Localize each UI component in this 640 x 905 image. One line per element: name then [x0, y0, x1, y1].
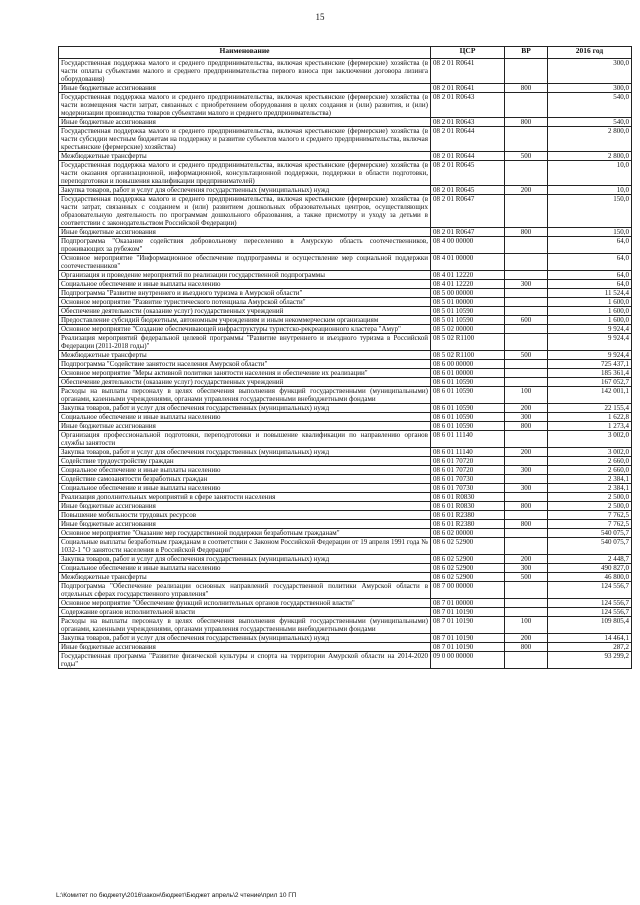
cell-sum: 150,0	[548, 195, 632, 228]
cell-vr	[505, 493, 548, 502]
cell-sum: 46 800,0	[548, 573, 632, 582]
cell-name: Расходы на выплаты персоналу в целях обеспечения выполнения функций государственными (муниципальными) органами, казенными учреждениями, органами управления государственными внебюджетными фондами	[59, 617, 431, 634]
table-row	[59, 643, 632, 652]
cell-csr: 08 2 01 R0645	[431, 161, 505, 186]
table-row	[59, 634, 632, 643]
cell-vr	[505, 195, 548, 228]
cell-sum: 109 805,4	[548, 617, 632, 634]
cell-name: Межбюджетные трансферты	[59, 351, 431, 360]
cell-csr: 08 5 00 00000	[431, 289, 505, 298]
table-row	[59, 652, 632, 669]
cell-sum: 142 001,1	[548, 387, 632, 404]
cell-name: Иные бюджетные ассигнования	[59, 422, 431, 431]
cell-sum: 2 384,1	[548, 484, 632, 493]
table-row	[59, 84, 632, 93]
cell-sum: 287,2	[548, 643, 632, 652]
cell-sum: 124 556,7	[548, 608, 632, 617]
cell-vr	[505, 475, 548, 484]
cell-sum: 124 556,7	[548, 582, 632, 599]
cell-csr: 08 4 01 12220	[431, 271, 505, 280]
table-row	[59, 369, 632, 378]
cell-vr	[505, 431, 548, 448]
cell-csr: 08 5 01 00000	[431, 298, 505, 307]
cell-vr	[505, 582, 548, 599]
file-path-footer: L:\Комитет по бюджету\2016\закон\бюджет\Бюджет апрель\2 чтение\прил 10 ГП	[56, 892, 297, 899]
cell-sum: 2 500,0	[548, 502, 632, 511]
cell-name: Иные бюджетные ассигнования	[59, 228, 431, 237]
budget-table	[58, 46, 632, 669]
cell-vr: 300	[505, 413, 548, 422]
cell-sum: 725 437,1	[548, 360, 632, 369]
cell-sum: 14 464,1	[548, 634, 632, 643]
cell-vr: 500	[505, 152, 548, 161]
table-row	[59, 448, 632, 457]
cell-csr: 08 6 01 R2380	[431, 511, 505, 520]
cell-name: Государственная поддержка малого и среднего предпринимательства, включая крестьянские (фермерские) хозяйства (в части возмещения части затрат, связанных с приобретением оборудования в целях создания и (или) развития, и (или) модернизации производства товаров субъектами малого и среднего предпринимательства)	[59, 93, 431, 118]
cell-sum: 2 800,0	[548, 152, 632, 161]
cell-sum: 124 556,7	[548, 599, 632, 608]
cell-name: Основное мероприятие "Оказание мер государственной поддержки безработным гражданам"	[59, 529, 431, 538]
cell-csr: 08 2 01 R0645	[431, 186, 505, 195]
table-row	[59, 228, 632, 237]
cell-name: Межбюджетные трансферты	[59, 152, 431, 161]
cell-csr: 08 6 02 00000	[431, 529, 505, 538]
table-row	[59, 493, 632, 502]
table-row	[59, 484, 632, 493]
cell-csr: 08 5 02 R1100	[431, 334, 505, 351]
table-row	[59, 422, 632, 431]
cell-name: Иные бюджетные ассигнования	[59, 84, 431, 93]
cell-name: Иные бюджетные ассигнования	[59, 643, 431, 652]
cell-sum: 7 762,5	[548, 520, 632, 529]
cell-name: Социальное обеспечение и иные выплаты населению	[59, 466, 431, 475]
table-header-row	[59, 47, 632, 59]
cell-vr: 800	[505, 84, 548, 93]
cell-name: Основное мероприятие "Обеспечение функций исполнительных органов государственной власти"	[59, 599, 431, 608]
cell-sum: 490 827,0	[548, 564, 632, 573]
table-row	[59, 118, 632, 127]
cell-vr	[505, 457, 548, 466]
cell-name: Закупка товаров, работ и услуг для обеспечения государственных (муниципальных) нужд	[59, 186, 431, 195]
table-row	[59, 161, 632, 186]
cell-csr: 08 2 01 R0644	[431, 127, 505, 152]
cell-sum: 1 600,0	[548, 298, 632, 307]
cell-vr	[505, 289, 548, 298]
table-row	[59, 431, 632, 448]
cell-csr: 08 2 01 R0647	[431, 195, 505, 228]
cell-sum: 2 660,0	[548, 466, 632, 475]
cell-vr: 200	[505, 555, 548, 564]
table-row	[59, 538, 632, 555]
cell-name: Иные бюджетные ассигнования	[59, 502, 431, 511]
cell-vr: 800	[505, 643, 548, 652]
cell-vr	[505, 59, 548, 84]
cell-vr: 500	[505, 351, 548, 360]
cell-vr	[505, 652, 548, 669]
cell-name: Иные бюджетные ассигнования	[59, 118, 431, 127]
cell-vr: 100	[505, 387, 548, 404]
cell-sum: 540 075,7	[548, 529, 632, 538]
cell-sum: 1 600,0	[548, 316, 632, 325]
cell-sum: 93 299,2	[548, 652, 632, 669]
cell-vr	[505, 307, 548, 316]
table-row	[59, 351, 632, 360]
cell-vr	[505, 334, 548, 351]
cell-name: Социальные выплаты безработным гражданам в соответствии с Законом Российской Федерации от 19 апреля 1991 года № 1032-1 "О занятости населения в Российской Федерации"	[59, 538, 431, 555]
cell-vr	[505, 325, 548, 334]
table-row	[59, 564, 632, 573]
table-row	[59, 608, 632, 617]
table-row	[59, 186, 632, 195]
cell-sum: 64,0	[548, 237, 632, 254]
table-row	[59, 237, 632, 254]
cell-vr: 200	[505, 634, 548, 643]
cell-csr: 08 5 02 R1100	[431, 351, 505, 360]
cell-vr	[505, 538, 548, 555]
cell-sum: 11 524,4	[548, 289, 632, 298]
cell-sum: 1 622,8	[548, 413, 632, 422]
cell-name: Социальное обеспечение и иные выплаты населению	[59, 280, 431, 289]
header-vr: ВР	[505, 47, 548, 59]
cell-csr: 08 6 00 00000	[431, 360, 505, 369]
cell-vr: 200	[505, 186, 548, 195]
cell-csr: 08 2 01 R0643	[431, 93, 505, 118]
table-row	[59, 152, 632, 161]
cell-vr: 300	[505, 466, 548, 475]
cell-name: Государственная поддержка малого и среднего предпринимательства, включая крестьянские (фермерские) хозяйства (в части субсидии местным бюджетам на поддержку и развитие субъектов малого и среднего предпринимательства, включая крестьянские (фермерские) хозяйства)	[59, 127, 431, 152]
cell-vr	[505, 599, 548, 608]
cell-vr: 300	[505, 484, 548, 493]
table-row	[59, 316, 632, 325]
cell-csr: 08 7 01 00000	[431, 599, 505, 608]
cell-vr	[505, 237, 548, 254]
cell-csr: 08 4 01 00000	[431, 254, 505, 271]
cell-sum: 300,0	[548, 84, 632, 93]
cell-sum: 540,0	[548, 118, 632, 127]
cell-name: Подпрограмма "Оказание содействия добровольному переселению в Амурскую область соотечественников, проживающих за рубежом"	[59, 237, 431, 254]
cell-csr: 08 6 01 00000	[431, 369, 505, 378]
cell-vr	[505, 271, 548, 280]
cell-sum: 1 600,0	[548, 307, 632, 316]
cell-sum: 1 273,4	[548, 422, 632, 431]
header-name: Наименование	[59, 47, 431, 59]
table-row	[59, 360, 632, 369]
table-row	[59, 254, 632, 271]
table-row	[59, 307, 632, 316]
cell-csr: 08 6 01 70730	[431, 484, 505, 493]
cell-csr: 08 6 02 52900	[431, 564, 505, 573]
table-row	[59, 457, 632, 466]
table-row	[59, 475, 632, 484]
cell-name: Обеспечение деятельности (оказание услуг) государственных учреждений	[59, 378, 431, 387]
cell-name: Организация профессиональной подготовки, переподготовки и повышение квалификации по направлению органов службы занятости	[59, 431, 431, 448]
table-row	[59, 59, 632, 84]
table-row	[59, 404, 632, 413]
cell-name: Подпрограмма "Развитие внутреннего и въездного туризма в Амурской области"	[59, 289, 431, 298]
cell-csr: 08 6 01 10590	[431, 422, 505, 431]
cell-sum: 2 800,0	[548, 127, 632, 152]
cell-vr: 800	[505, 118, 548, 127]
cell-sum: 64,0	[548, 254, 632, 271]
cell-vr: 200	[505, 448, 548, 457]
cell-csr: 08 7 00 00000	[431, 582, 505, 599]
cell-name: Социальное обеспечение и иные выплаты населению	[59, 564, 431, 573]
cell-sum: 2 384,1	[548, 475, 632, 484]
cell-csr: 08 7 01 10190	[431, 608, 505, 617]
cell-csr: 08 5 02 00000	[431, 325, 505, 334]
cell-name: Повышение мобильности трудовых ресурсов	[59, 511, 431, 520]
cell-csr: 08 7 01 10190	[431, 643, 505, 652]
cell-name: Содействие трудоустройству граждан	[59, 457, 431, 466]
cell-sum: 9 924,4	[548, 334, 632, 351]
cell-vr	[505, 378, 548, 387]
cell-name: Государственная поддержка малого и среднего предпринимательства, включая крестьянские (фермерские) хозяйства (в части оплаты субъектами малого и среднего предпринимательства первого взноса при заключении договора лизинга оборудования)	[59, 59, 431, 84]
cell-sum: 7 762,5	[548, 511, 632, 520]
table-row	[59, 599, 632, 608]
cell-name: Социальное обеспечение и иные выплаты населению	[59, 413, 431, 422]
cell-vr	[505, 369, 548, 378]
cell-sum: 2 660,0	[548, 457, 632, 466]
cell-vr: 500	[505, 573, 548, 582]
cell-name: Закупка товаров, работ и услуг для обеспечения государственных (муниципальных) нужд	[59, 555, 431, 564]
cell-csr: 08 7 01 10190	[431, 617, 505, 634]
cell-csr: 08 4 01 12220	[431, 280, 505, 289]
cell-name: Расходы на выплаты персоналу в целях обеспечения выполнения функций государственными (муниципальными) органами, казенными учреждениями, органами управления государственными внебюджетными фондами	[59, 387, 431, 404]
cell-name: Основное мероприятие "Информационное обеспечение подпрограммы и осуществление мер социальной поддержки соотечественников"	[59, 254, 431, 271]
cell-sum: 185 361,4	[548, 369, 632, 378]
cell-sum: 9 924,4	[548, 325, 632, 334]
cell-vr: 800	[505, 228, 548, 237]
cell-sum: 64,0	[548, 271, 632, 280]
table-row	[59, 413, 632, 422]
cell-sum: 2 500,0	[548, 493, 632, 502]
cell-vr	[505, 93, 548, 118]
table-row	[59, 195, 632, 228]
page-number: 15	[315, 12, 325, 22]
table-row	[59, 502, 632, 511]
cell-csr: 08 2 01 R0641	[431, 59, 505, 84]
cell-name: Подпрограмма "Обеспечение реализации основных направлений государственной политики Амурской области в отдельных сферах государственного управления"	[59, 582, 431, 599]
cell-name: Закупка товаров, работ и услуг для обеспечения государственных (муниципальных) нужд	[59, 448, 431, 457]
cell-name: Основное мероприятие "Создание обеспечивающей инфраструктуры туристско-рекреационного кластера "Амур"	[59, 325, 431, 334]
cell-name: Межбюджетные трансферты	[59, 573, 431, 582]
table-row	[59, 334, 632, 351]
table-row	[59, 555, 632, 564]
cell-csr: 08 6 01 70720	[431, 466, 505, 475]
cell-sum: 2 448,7	[548, 555, 632, 564]
cell-vr	[505, 529, 548, 538]
cell-vr: 100	[505, 617, 548, 634]
table-row	[59, 289, 632, 298]
cell-name: Реализация дополнительных мероприятий в сфере занятости населения	[59, 493, 431, 502]
table-row	[59, 573, 632, 582]
cell-csr: 08 2 01 R0641	[431, 84, 505, 93]
cell-csr: 08 6 01 10590	[431, 378, 505, 387]
cell-sum: 3 002,0	[548, 431, 632, 448]
cell-sum: 64,0	[548, 280, 632, 289]
cell-sum: 9 924,4	[548, 351, 632, 360]
table-row	[59, 466, 632, 475]
cell-vr	[505, 161, 548, 186]
cell-sum: 22 155,4	[548, 404, 632, 413]
cell-csr: 08 6 01 10590	[431, 404, 505, 413]
table-row	[59, 617, 632, 634]
cell-vr: 800	[505, 422, 548, 431]
table-body	[59, 59, 632, 669]
cell-name: Государственная программа "Развитие физической культуры и спорта на территории Амурской области на 2014-2020 годы"	[59, 652, 431, 669]
table-row	[59, 387, 632, 404]
cell-vr	[505, 360, 548, 369]
cell-sum: 10,0	[548, 161, 632, 186]
cell-name: Государственная поддержка малого и среднего предпринимательства, включая крестьянские (фермерские) хозяйства (в части затрат, связанных с созданием и (или) развитием дошкольных образовательных центров, осуществляющих образовательную деятельность по программам дошкольного образования, а также присмотру и уходу за детьми в соответствии с законодательством Российской Федерации)	[59, 195, 431, 228]
cell-name: Иные бюджетные ассигнования	[59, 520, 431, 529]
cell-csr: 08 6 02 52900	[431, 573, 505, 582]
cell-name: Закупка товаров, работ и услуг для обеспечения государственных (муниципальных) нужд	[59, 404, 431, 413]
cell-csr: 08 6 02 52900	[431, 538, 505, 555]
cell-csr: 08 5 01 10590	[431, 316, 505, 325]
cell-name: Основное мероприятие "Меры активной политики занятости населения и обеспечение их реализации"	[59, 369, 431, 378]
cell-vr	[505, 511, 548, 520]
cell-name: Социальное обеспечение и иные выплаты населению	[59, 484, 431, 493]
table-row	[59, 529, 632, 538]
cell-vr: 800	[505, 520, 548, 529]
header-csr: ЦСР	[431, 47, 505, 59]
table-row	[59, 93, 632, 118]
cell-csr: 08 6 01 11140	[431, 431, 505, 448]
cell-name: Реализация мероприятий федеральной целевой программы "Развитие внутреннего и въездного туризма в Российской Федерации (2011-2018 годы)"	[59, 334, 431, 351]
cell-csr: 08 6 01 R0830	[431, 493, 505, 502]
cell-sum: 3 002,0	[548, 448, 632, 457]
cell-csr: 08 2 01 R0647	[431, 228, 505, 237]
cell-vr: 800	[505, 502, 548, 511]
cell-name: Предоставление субсидий бюджетным, автономным учреждениям и иным некоммерческим организациям	[59, 316, 431, 325]
cell-sum: 150,0	[548, 228, 632, 237]
cell-csr: 08 6 01 R2380	[431, 520, 505, 529]
cell-vr	[505, 608, 548, 617]
cell-sum: 300,0	[548, 59, 632, 84]
cell-vr	[505, 298, 548, 307]
table-row	[59, 511, 632, 520]
cell-csr: 08 6 01 10590	[431, 413, 505, 422]
cell-vr	[505, 254, 548, 271]
cell-name: Содержание органов исполнительной власти	[59, 608, 431, 617]
cell-csr: 08 4 00 00000	[431, 237, 505, 254]
cell-csr: 09 0 00 00000	[431, 652, 505, 669]
cell-csr: 08 2 01 R0644	[431, 152, 505, 161]
cell-vr: 300	[505, 564, 548, 573]
cell-name: Основное мероприятие "Развитие туристического потенциала Амурской области"	[59, 298, 431, 307]
table-row	[59, 298, 632, 307]
cell-csr: 08 6 02 52900	[431, 555, 505, 564]
cell-name: Подпрограмма "Содействие занятости населения Амурской области"	[59, 360, 431, 369]
cell-name: Закупка товаров, работ и услуг для обеспечения государственных (муниципальных) нужд	[59, 634, 431, 643]
header-sum: 2016 год	[548, 47, 632, 59]
cell-vr: 600	[505, 316, 548, 325]
cell-sum: 540,0	[548, 93, 632, 118]
table-row	[59, 127, 632, 152]
cell-vr: 200	[505, 404, 548, 413]
table-row	[59, 582, 632, 599]
cell-csr: 08 2 01 R0643	[431, 118, 505, 127]
cell-sum: 10,0	[548, 186, 632, 195]
table-row	[59, 325, 632, 334]
cell-csr: 08 7 01 10190	[431, 634, 505, 643]
cell-vr	[505, 127, 548, 152]
cell-name: Содействие самозанятости безработных граждан	[59, 475, 431, 484]
cell-name: Обеспечение деятельности (оказание услуг) государственных учреждений	[59, 307, 431, 316]
cell-name: Организация и проведение мероприятий по реализации государственной подпрограммы	[59, 271, 431, 280]
cell-sum: 540 075,7	[548, 538, 632, 555]
cell-csr: 08 5 01 10590	[431, 307, 505, 316]
cell-csr: 08 6 01 11140	[431, 448, 505, 457]
cell-name: Государственная поддержка малого и среднего предпринимательства, включая крестьянские (фермерские) хозяйства (в части оказания организационной, информационной, консультационной поддержки, поддержки в области подготовки, переподготовки и повышения квалификации предпринимателей)	[59, 161, 431, 186]
cell-csr: 08 6 01 R0830	[431, 502, 505, 511]
table-header	[59, 47, 632, 59]
cell-sum: 167 052,7	[548, 378, 632, 387]
table-row	[59, 271, 632, 280]
table-row	[59, 280, 632, 289]
cell-csr: 08 6 01 70730	[431, 475, 505, 484]
table-row	[59, 520, 632, 529]
table-row	[59, 378, 632, 387]
cell-vr: 300	[505, 280, 548, 289]
cell-csr: 08 6 01 10590	[431, 387, 505, 404]
cell-csr: 08 6 01 70720	[431, 457, 505, 466]
